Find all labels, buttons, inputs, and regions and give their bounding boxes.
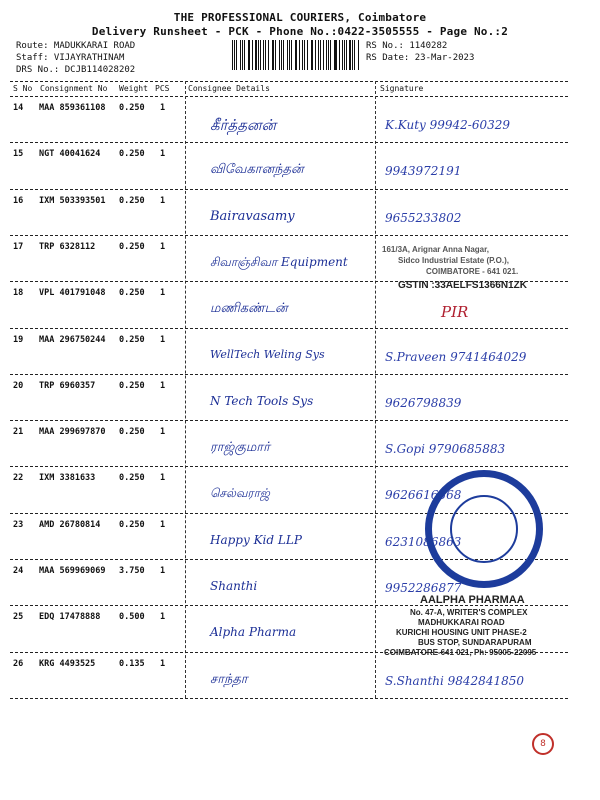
row-sno: 15 (13, 149, 24, 160)
row-consignee-name: Alpha Pharma (210, 625, 297, 640)
row-consignee-name: செல்வராஜ் (210, 486, 270, 501)
barcode-bar (318, 40, 319, 70)
row-sno: 21 (13, 427, 24, 438)
stamp-address-line: BUS STOP, SUNDARAPURAM (418, 638, 532, 647)
row-consignee-name: சாந்தா (210, 671, 248, 687)
row-consignment-no: TRP 6328112 (39, 241, 96, 252)
row-signature: 6231086863 (385, 534, 462, 549)
row-pcs: 1 (160, 427, 166, 438)
row-weight: 0.250 (119, 241, 145, 252)
corner-circle-mark: 8 (532, 733, 554, 755)
row-divider (10, 189, 568, 190)
barcode-bar (255, 40, 256, 70)
barcode-bar (244, 40, 245, 70)
stamp-gstin: GSTIN :33AELFS1366N1ZK (398, 280, 527, 291)
barcode-bar (232, 40, 233, 70)
row-consignment-no: EDQ 17478888 (39, 612, 101, 623)
barcode-bar (283, 40, 284, 70)
rs-date: RS Date: 23-Mar-2023 (366, 53, 475, 63)
row-signature: 9943972191 (385, 164, 462, 179)
row-weight: 0.135 (119, 658, 145, 669)
row-consignment-no: IXM 503393501 (39, 195, 106, 206)
barcode-bar (263, 40, 264, 70)
row-consignment-no: MAA 569969069 (39, 566, 106, 576)
barcode-bar (354, 40, 355, 70)
row-consignment-no: TRP 6960357 (39, 380, 96, 391)
barcode-bar (335, 40, 336, 70)
col-header-signature: Signature (380, 84, 424, 93)
barcode-bar (275, 40, 276, 70)
row-divider (10, 466, 568, 467)
row-consignee-name: Happy Kid LLP (210, 532, 302, 547)
company-seal-icon (425, 470, 543, 588)
barcode-bar (312, 40, 313, 70)
row-pcs: 1 (160, 241, 166, 252)
row-sno: 25 (13, 612, 24, 623)
col-header-consignee: Consignee Details (188, 84, 270, 93)
row-consignment-no: NGT 40041624 (39, 149, 101, 160)
row-pcs: 1 (160, 288, 166, 299)
col-header-weight: Weight (119, 84, 148, 93)
row-divider (10, 374, 568, 375)
row-consignee-name: Bairavasamy (210, 208, 295, 224)
row-divider (10, 235, 568, 236)
stamp-company-name: AALPHA PHARMAA (420, 594, 525, 606)
row-weight: 0.250 (119, 103, 145, 113)
seal-inner-ring (450, 495, 518, 563)
row-sno: 14 (13, 103, 24, 113)
row-consignee-name: Shanthi (210, 579, 258, 593)
row-signature: S.Gopi 9790685883 (385, 442, 506, 457)
row-sno: 19 (13, 334, 24, 345)
barcode-bar (268, 40, 269, 70)
row-consignment-no: AMD 26780814 (39, 519, 101, 530)
row-signature: 9626798839 (385, 395, 462, 410)
table-top-rule (10, 81, 568, 82)
row-weight: 3.750 (119, 566, 145, 576)
row-pcs: 1 (160, 612, 166, 623)
row-signature: 9626616568 (385, 488, 462, 503)
row-pcs: 1 (160, 658, 166, 669)
row-consignment-no: MAA 859361108 (39, 103, 106, 113)
drs-number: DRS No.: DCJB114028202 (16, 65, 136, 75)
row-weight: 0.250 (119, 149, 145, 160)
row-divider (10, 420, 568, 421)
row-sno: 20 (13, 380, 24, 391)
row-signature: 9655233802 (385, 210, 462, 225)
barcode-bar (334, 40, 335, 70)
pir-annotation: PIR (441, 303, 469, 321)
row-weight: 0.250 (119, 427, 145, 438)
row-consignee-name: கீர்த்தனன் (210, 116, 277, 134)
stamp-address-line: 161/3A, Arignar Anna Nagar, (382, 245, 489, 254)
barcode-bar (295, 40, 296, 70)
barcode-bar (342, 40, 343, 70)
row-weight: 0.250 (119, 288, 145, 299)
col-header-sno: S No (13, 84, 33, 93)
row-consignee-name: ராஜ்குமார் (210, 440, 270, 456)
row-weight: 0.250 (119, 334, 145, 345)
row-divider (10, 142, 568, 143)
stamp-address-line: KURICHI HOUSING UNIT PHASE-2 (396, 628, 527, 637)
row-divider (10, 698, 568, 699)
route-label: Route: MADUKKARAI ROAD (16, 41, 136, 51)
row-consignee-name: மணிகண்டன் (210, 301, 288, 317)
barcode-bar (302, 40, 303, 70)
row-weight: 0.500 (119, 612, 145, 623)
stamp-address-line: Sidco Industrial Estate (P.O.), (398, 256, 509, 265)
stamp-address-line: COIMBATORE-641 021, Ph: 95005-22095 (384, 648, 537, 657)
row-consignment-no: MAA 299697870 (39, 427, 106, 438)
row-signature: S.Shanthi 9842841850 (385, 673, 524, 688)
row-consignment-no: KRG 4493525 (39, 658, 96, 669)
row-weight: 0.250 (119, 519, 145, 530)
stamp-address-line: COIMBATORE - 641 021. (426, 267, 519, 276)
row-sno: 23 (13, 519, 24, 530)
row-consignee-name: விவேகானந்தன் (210, 162, 304, 178)
header-bottom-rule (10, 96, 568, 97)
row-pcs: 1 (160, 334, 166, 345)
barcode-bar (349, 40, 350, 70)
row-sno: 22 (13, 473, 24, 484)
stamp-address-line: No. 47-A, WRITER'S COMPLEX (410, 608, 528, 617)
barcode-bar (326, 40, 327, 70)
row-consignment-no: MAA 296750244 (39, 334, 106, 345)
row-consignment-no: IXM 3381633 (39, 473, 96, 484)
row-pcs: 1 (160, 566, 166, 576)
row-consignee-name: சிவாஞ்சிவா Equipment (210, 254, 348, 269)
row-pcs: 1 (160, 195, 166, 206)
row-sno: 18 (13, 288, 24, 299)
row-sno: 24 (13, 566, 24, 576)
barcode-bar (252, 40, 253, 70)
row-signature: 9952286877 (385, 581, 462, 595)
row-consignee-name: WellTech Weling Sys (210, 347, 325, 361)
row-consignment-no: VPL 401791048 (39, 288, 106, 299)
row-pcs: 1 (160, 473, 166, 484)
row-weight: 0.250 (119, 380, 145, 391)
row-weight: 0.250 (119, 473, 145, 484)
barcode-bar (304, 40, 305, 70)
col-header-pcs: PCS (155, 84, 170, 93)
company-title: THE PROFESSIONAL COURIERS, Coimbatore (173, 11, 427, 24)
row-sno: 17 (13, 241, 24, 252)
row-pcs: 1 (160, 519, 166, 530)
staff-label: Staff: VIJAYRATHINAM (16, 53, 125, 63)
row-pcs: 1 (160, 380, 166, 391)
row-sno: 16 (13, 195, 24, 206)
row-weight: 0.250 (119, 195, 145, 206)
row-pcs: 1 (160, 149, 166, 160)
barcode-bar (240, 40, 241, 70)
row-signature: K.Kuty 99942-60329 (385, 118, 511, 132)
barcode-icon (232, 40, 359, 70)
rs-number: RS No.: 1140282 (366, 41, 448, 51)
row-pcs: 1 (160, 103, 166, 113)
row-consignee-name: N Tech Tools Sys (210, 393, 314, 408)
barcode-bar (287, 40, 288, 70)
stamp-address-line: MADHUKKARAI ROAD (418, 618, 505, 627)
row-signature: S.Praveen 9741464029 (385, 349, 527, 364)
row-sno: 26 (13, 658, 24, 669)
runsheet-subtitle: Delivery Runsheet - PCK - Phone No.:0422-3505555 - Page No.:2 (91, 25, 509, 38)
row-divider (10, 328, 568, 329)
col-header-consignment: Consignment No (40, 84, 108, 93)
